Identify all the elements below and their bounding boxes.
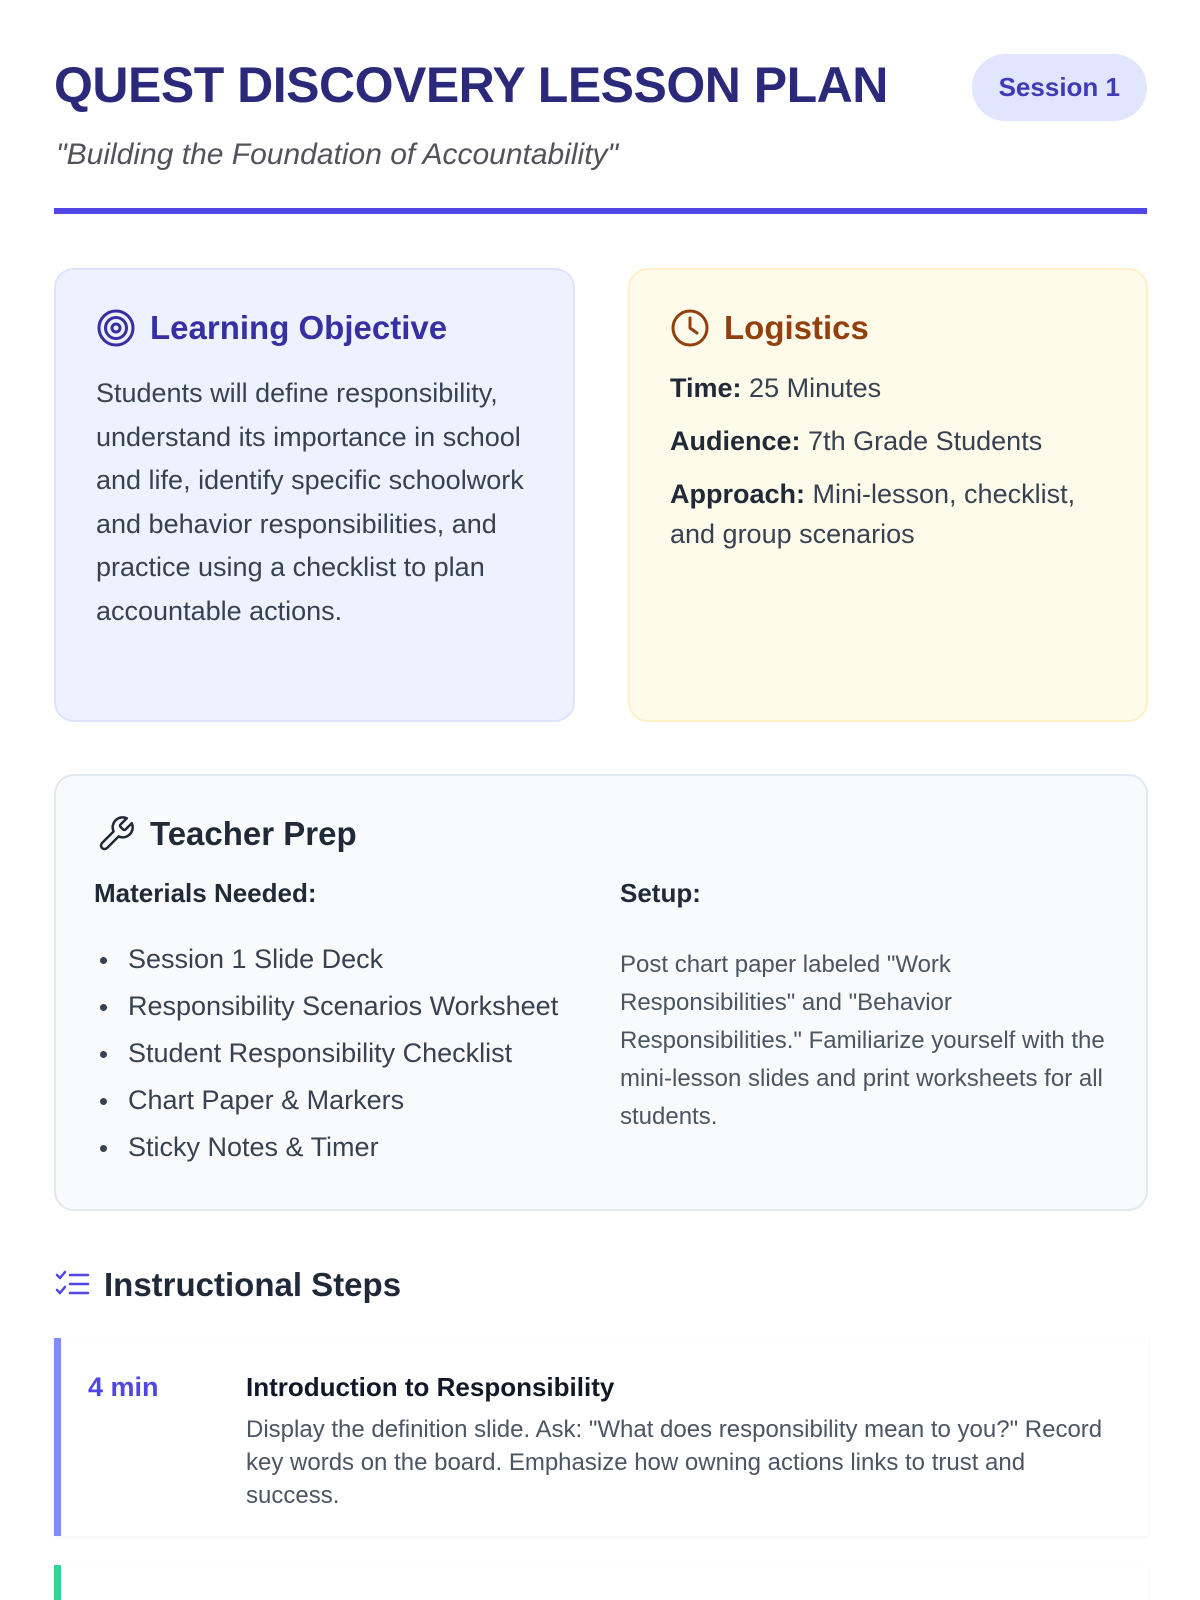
session-badge: Session 1 bbox=[972, 54, 1147, 121]
target-icon bbox=[96, 308, 136, 348]
step-title: Introduction to Responsibility bbox=[246, 1372, 615, 1402]
list-item: Session 1 Slide Deck bbox=[94, 936, 558, 983]
instructional-steps-heading: Instructional Steps bbox=[104, 1266, 402, 1303]
logistics-approach-label: Approach: bbox=[670, 479, 805, 509]
checklist-icon bbox=[54, 1267, 90, 1303]
materials-list bbox=[94, 936, 558, 1171]
logistics-time bbox=[670, 368, 1120, 408]
teacher-prep-heading: Teacher Prep bbox=[150, 815, 357, 852]
learning-objective-heading: Learning Objective bbox=[150, 309, 448, 346]
logistics-approach-value: Mini-lesson, checklist, and group scenarios bbox=[670, 479, 1076, 549]
logistics-heading: Logistics bbox=[724, 309, 869, 346]
learning-objective-text: Students will define responsibility, understand its importance in school and life, identify specific schoolwork and behavior responsibilities, and practice using a checklist to plan accountable actions. bbox=[96, 378, 524, 626]
materials-title: Materials Needed: bbox=[94, 878, 317, 908]
logistics-card bbox=[628, 268, 1148, 722]
header-divider bbox=[54, 208, 1147, 214]
setup-text: Post chart paper labeled "Work Responsibilities" and "Behavior Responsibilities." Familiarize yourself with the mini-lesson slides and print worksheets for all students. bbox=[620, 951, 1105, 1130]
step-description: Display the definition slide. Ask: "What does responsibility mean to you?" Record key words on the board. Emphasize how owning actions links to trust and success. bbox=[246, 1416, 1103, 1509]
logistics-audience-value: 7th Grade Students bbox=[808, 426, 1043, 456]
teacher-prep-header bbox=[96, 814, 357, 854]
step-time: 4 min bbox=[88, 1372, 159, 1402]
wrench-icon bbox=[96, 814, 136, 854]
logistics-time-value: 25 Minutes bbox=[749, 373, 882, 403]
instructional-steps-header bbox=[54, 1266, 401, 1304]
logistics-audience bbox=[670, 421, 1120, 461]
lesson-plan-page bbox=[54, 0, 1147, 1509]
clock-icon bbox=[670, 308, 710, 348]
page-subtitle: "Building the Foundation of Accountability" bbox=[56, 138, 619, 171]
logistics-approach bbox=[670, 474, 1120, 554]
list-item: Student Responsibility Checklist bbox=[94, 1030, 558, 1077]
logistics-header bbox=[670, 308, 869, 348]
learning-objective-card bbox=[54, 268, 575, 722]
step-card bbox=[54, 1565, 1148, 1600]
step-card bbox=[54, 1338, 1148, 1536]
list-item: Sticky Notes & Timer bbox=[94, 1124, 558, 1171]
page-header bbox=[54, 0, 1147, 215]
list-item: Responsibility Scenarios Worksheet bbox=[94, 983, 558, 1030]
setup-title: Setup: bbox=[620, 878, 701, 908]
learning-objective-header bbox=[96, 308, 447, 348]
page-title: QUEST DISCOVERY LESSON PLAN bbox=[54, 57, 888, 113]
logistics-audience-label: Audience: bbox=[670, 426, 801, 456]
logistics-time-label: Time: bbox=[670, 373, 742, 403]
list-item: Chart Paper & Markers bbox=[94, 1077, 558, 1124]
